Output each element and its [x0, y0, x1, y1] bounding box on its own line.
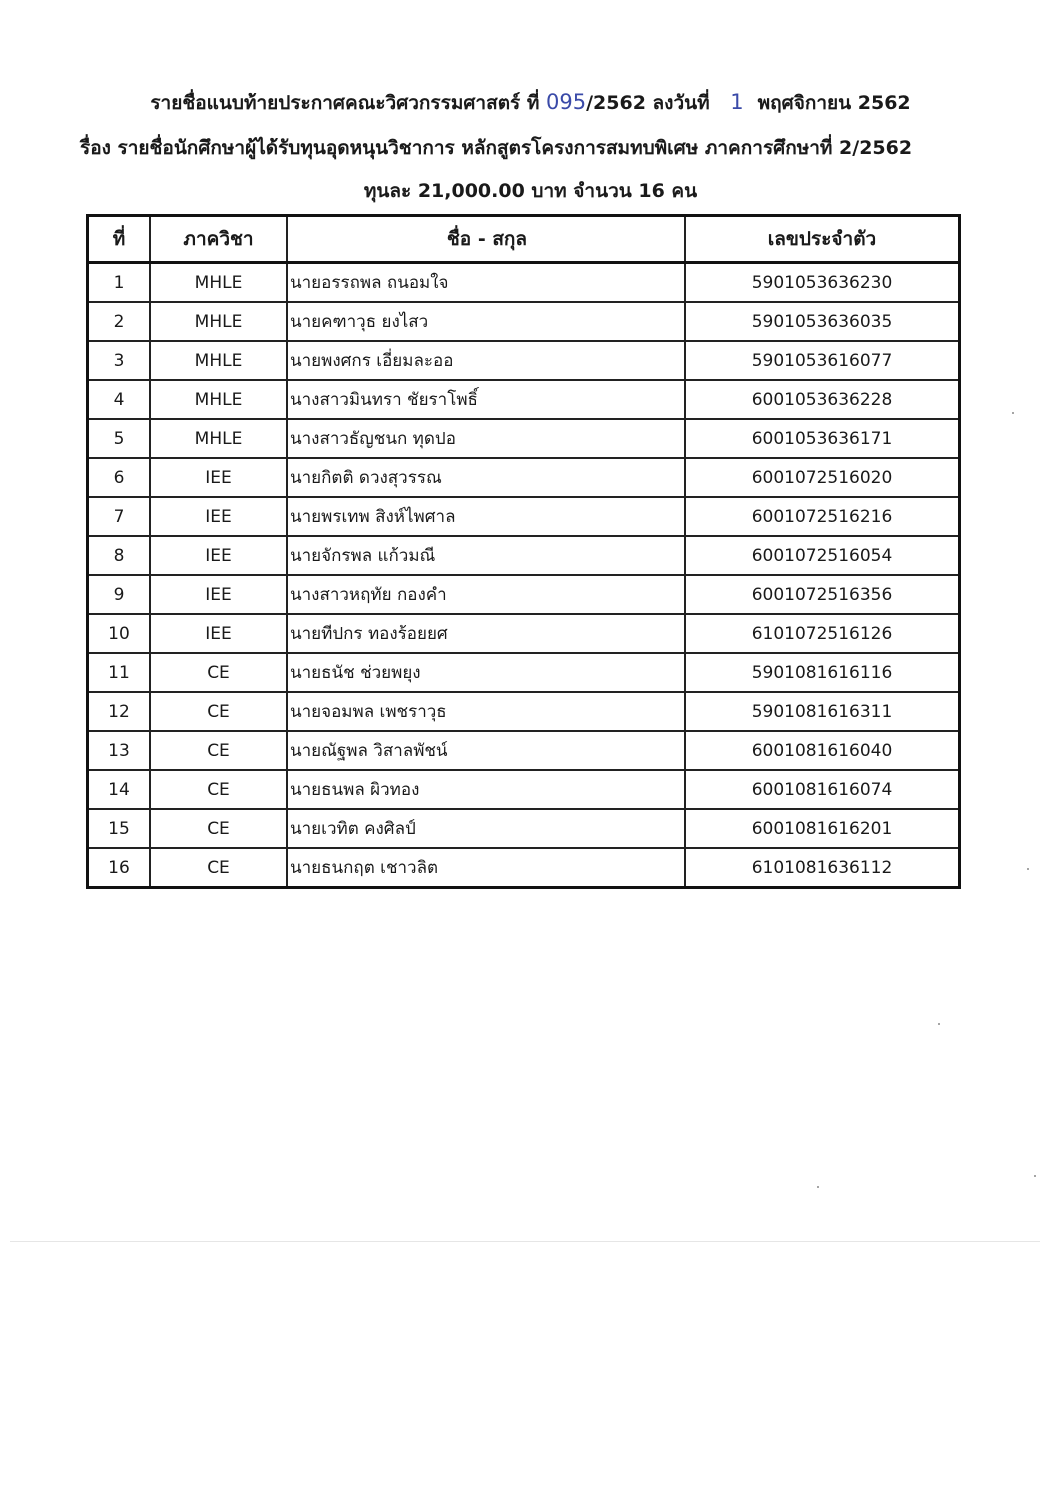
- row-number: 3: [88, 341, 151, 380]
- row-name: นายอรรถพล ถนอมใจ: [287, 263, 685, 303]
- row-department: IEE: [150, 497, 287, 536]
- row-number: 9: [88, 575, 151, 614]
- row-department: IEE: [150, 536, 287, 575]
- row-name: นายธนพล ผิวทอง: [287, 770, 685, 809]
- recipients-table: [86, 214, 961, 889]
- row-number: 16: [88, 848, 151, 888]
- row-name: นางสาวหฤทัย กองคำ: [287, 575, 685, 614]
- header-student-id: เลขประจำตัว: [685, 216, 960, 263]
- title-date: พฤศจิกายน 2562: [757, 92, 911, 114]
- row-department: CE: [150, 848, 287, 888]
- scan-speck: [817, 1186, 819, 1188]
- subject-line: รื่อง รายชื่อนักศึกษาผู้ได้รับทุนอุดหนุนวิชาการ หลักสูตรโครงการสมทบพิเศษ ภาคการศึกษาที่ 2/2562: [80, 137, 913, 159]
- scan-artifact-line: [10, 1241, 1040, 1242]
- row-name: นายคฑาวุธ ยงไสว: [287, 302, 685, 341]
- row-number: 1: [88, 263, 151, 303]
- row-department: MHLE: [150, 302, 287, 341]
- table-row: [88, 653, 960, 692]
- row-name: นายพงศกร เอี่ยมละออ: [287, 341, 685, 380]
- row-number: 10: [88, 614, 151, 653]
- table-row: [88, 341, 960, 380]
- table-row: [88, 497, 960, 536]
- row-department: MHLE: [150, 341, 287, 380]
- table-row: [88, 536, 960, 575]
- row-number: 13: [88, 731, 151, 770]
- table-body: [88, 263, 960, 888]
- row-number: 14: [88, 770, 151, 809]
- row-student-id: 5901053616077: [685, 341, 960, 380]
- table-row: [88, 458, 960, 497]
- row-department: IEE: [150, 575, 287, 614]
- table-row: [88, 731, 960, 770]
- row-student-id: 6001081616201: [685, 809, 960, 848]
- table-row: [88, 692, 960, 731]
- row-name: นายทีปกร ทองร้อยยศ: [287, 614, 685, 653]
- row-name: นายจอมพล เพชราวุธ: [287, 692, 685, 731]
- row-number: 7: [88, 497, 151, 536]
- row-name: นางสาวธัญชนก ทุดปอ: [287, 419, 685, 458]
- title-line-1: [0, 88, 1061, 118]
- header-no: ที่: [88, 216, 151, 263]
- row-number: 6: [88, 458, 151, 497]
- row-number: 12: [88, 692, 151, 731]
- row-student-id: 6001072516216: [685, 497, 960, 536]
- table-row: [88, 380, 960, 419]
- scan-speck: [1012, 412, 1014, 414]
- row-student-id: 5901081616311: [685, 692, 960, 731]
- header-name: ชื่อ - สกุล: [287, 216, 685, 263]
- row-student-id: 5901081616116: [685, 653, 960, 692]
- row-student-id: 5901053636035: [685, 302, 960, 341]
- header-department: ภาควิชา: [150, 216, 287, 263]
- table-row: [88, 770, 960, 809]
- row-department: CE: [150, 731, 287, 770]
- table-row: [88, 419, 960, 458]
- row-department: IEE: [150, 458, 287, 497]
- table-row: [88, 302, 960, 341]
- row-student-id: 6001072516054: [685, 536, 960, 575]
- row-name: นายเวทิต คงศิลป์: [287, 809, 685, 848]
- handwritten-day: 1: [730, 90, 744, 114]
- table-row: [88, 263, 960, 303]
- grant-amount-line: ทุนละ 21,000.00 บาท จำนวน 16 คน: [363, 180, 698, 202]
- scan-speck: [1034, 1175, 1036, 1177]
- row-name: นายธนกฤต เชาวลิต: [287, 848, 685, 888]
- table-row: [88, 809, 960, 848]
- row-number: 15: [88, 809, 151, 848]
- row-number: 11: [88, 653, 151, 692]
- title-mid: /2562 ลงวันที่: [586, 92, 717, 114]
- row-student-id: 6001081616074: [685, 770, 960, 809]
- row-name: นายธนัช ช่วยพยุง: [287, 653, 685, 692]
- table-row: [88, 575, 960, 614]
- row-number: 5: [88, 419, 151, 458]
- table-header-row: [88, 216, 960, 263]
- row-name: นายณัฐพล วิสาลพัชน์: [287, 731, 685, 770]
- row-department: IEE: [150, 614, 287, 653]
- table-row: [88, 848, 960, 888]
- row-student-id: 6001053636171: [685, 419, 960, 458]
- row-student-id: 6101072516126: [685, 614, 960, 653]
- row-name: นายจักรพล แก้วมณี: [287, 536, 685, 575]
- scan-speck: [938, 1023, 940, 1025]
- row-department: CE: [150, 653, 287, 692]
- row-name: นายพรเทพ สิงห์ไพศาล: [287, 497, 685, 536]
- row-student-id: 5901053636230: [685, 263, 960, 303]
- row-student-id: 6001053636228: [685, 380, 960, 419]
- row-student-id: 6101081636112: [685, 848, 960, 888]
- title-prefix: รายชื่อแนบท้ายประกาศคณะวิศวกรรมศาสตร์ ที่: [150, 92, 546, 114]
- row-student-id: 6001072516356: [685, 575, 960, 614]
- row-student-id: 6001081616040: [685, 731, 960, 770]
- row-department: CE: [150, 809, 287, 848]
- scan-speck: [1027, 868, 1029, 870]
- row-number: 4: [88, 380, 151, 419]
- handwritten-doc-number: 095: [546, 90, 587, 114]
- row-department: CE: [150, 692, 287, 731]
- row-number: 2: [88, 302, 151, 341]
- table-row: [88, 614, 960, 653]
- row-department: MHLE: [150, 380, 287, 419]
- row-number: 8: [88, 536, 151, 575]
- row-department: MHLE: [150, 419, 287, 458]
- row-department: MHLE: [150, 263, 287, 303]
- row-department: CE: [150, 770, 287, 809]
- row-name: นายกิตติ ดวงสุวรรณ: [287, 458, 685, 497]
- row-name: นางสาวมินทรา ชัยราโพธิ์: [287, 380, 685, 419]
- row-student-id: 6001072516020: [685, 458, 960, 497]
